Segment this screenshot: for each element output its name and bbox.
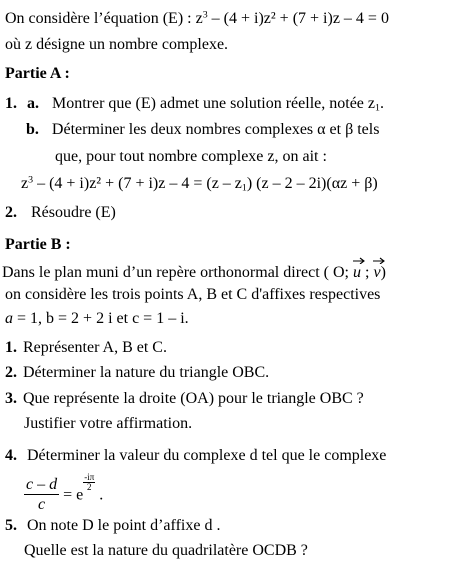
arrow-icon — [372, 256, 386, 264]
subquestion-label: a. — [27, 95, 39, 112]
question-number: 1. — [5, 95, 17, 112]
vector-u: u — [353, 263, 361, 281]
part-b-q2: 2. Déterminer la nature du triangle OBC. — [5, 364, 270, 381]
part-b-intro-line-2: on considère les trois points A, B et C d'affixes respectives — [5, 286, 381, 303]
intro-line-2: où z désigne un nombre complexe. — [5, 36, 229, 53]
part-a-equation: $z^3 - (4 + i)z^2 + (7 + i)z - 4 = (z - z_1)$ (z – 2 – 2i)(αz + β) — [21, 174, 378, 194]
part-b-q3-line2: Justifier votre affirmation. — [24, 415, 193, 432]
part-b-q4-fraction: $\frac{c - d}{c}$ = e $\frac{-i\pi}{2}$ . — [26, 472, 104, 514]
part-a-q1a: 1. a. Montrer que (E) admet une solution réelle, notée $z_1$. — [5, 95, 384, 114]
part-b-q5: 5. On note D le point d’affixe d . — [5, 517, 221, 534]
exponent: $\frac{-i\pi}{2}$ — [84, 472, 95, 492]
part-b-affixes: a = 1, b = 2 + 2 i et c = 1 – i. — [5, 310, 189, 327]
intro-line-1: On considère l’équation (E) : $z^3 - (4 + i)z^2 + (7 + i)z - 4 = 0$ — [5, 9, 389, 27]
part-b-q5-line2: Quelle est la nature du quadrilatère OCDB ? — [24, 542, 308, 559]
part-a-q2: 2. Résoudre (E) — [5, 204, 116, 221]
subquestion-label: b. — [26, 121, 39, 138]
part-b-intro-line-1: Dans le plan muni d’un repère orthonormal direct ( O; u ; v) — [2, 263, 386, 281]
part-b-q3: 3. Que représente la droite (OA) pour le triangle OBC ? — [5, 390, 364, 407]
question-number: 2. — [5, 204, 17, 221]
question-number: 4. — [5, 447, 17, 464]
question-number: 5. — [5, 517, 17, 534]
part-a-q1b-line2: que, pour tout nombre complexe z, on ait : — [55, 148, 327, 165]
part-b-q1: 1. Représenter A, B et C. — [5, 339, 167, 356]
part-a-q1b: b. Déterminer les deux nombres complexes α et β tels — [26, 121, 380, 138]
arrow-icon — [352, 256, 366, 264]
part-b-heading: Partie B : — [5, 236, 71, 253]
fraction: $\frac{c - d}{c}$ — [26, 476, 58, 514]
part-b-q4: 4. Déterminer la valeur du complexe d tel que le complexe — [5, 447, 387, 464]
part-a-heading: Partie A : — [5, 65, 70, 82]
question-number: 2. — [5, 364, 17, 381]
question-number: 3. — [5, 390, 17, 407]
question-number: 1. — [5, 339, 17, 356]
vector-v: v — [373, 263, 380, 281]
